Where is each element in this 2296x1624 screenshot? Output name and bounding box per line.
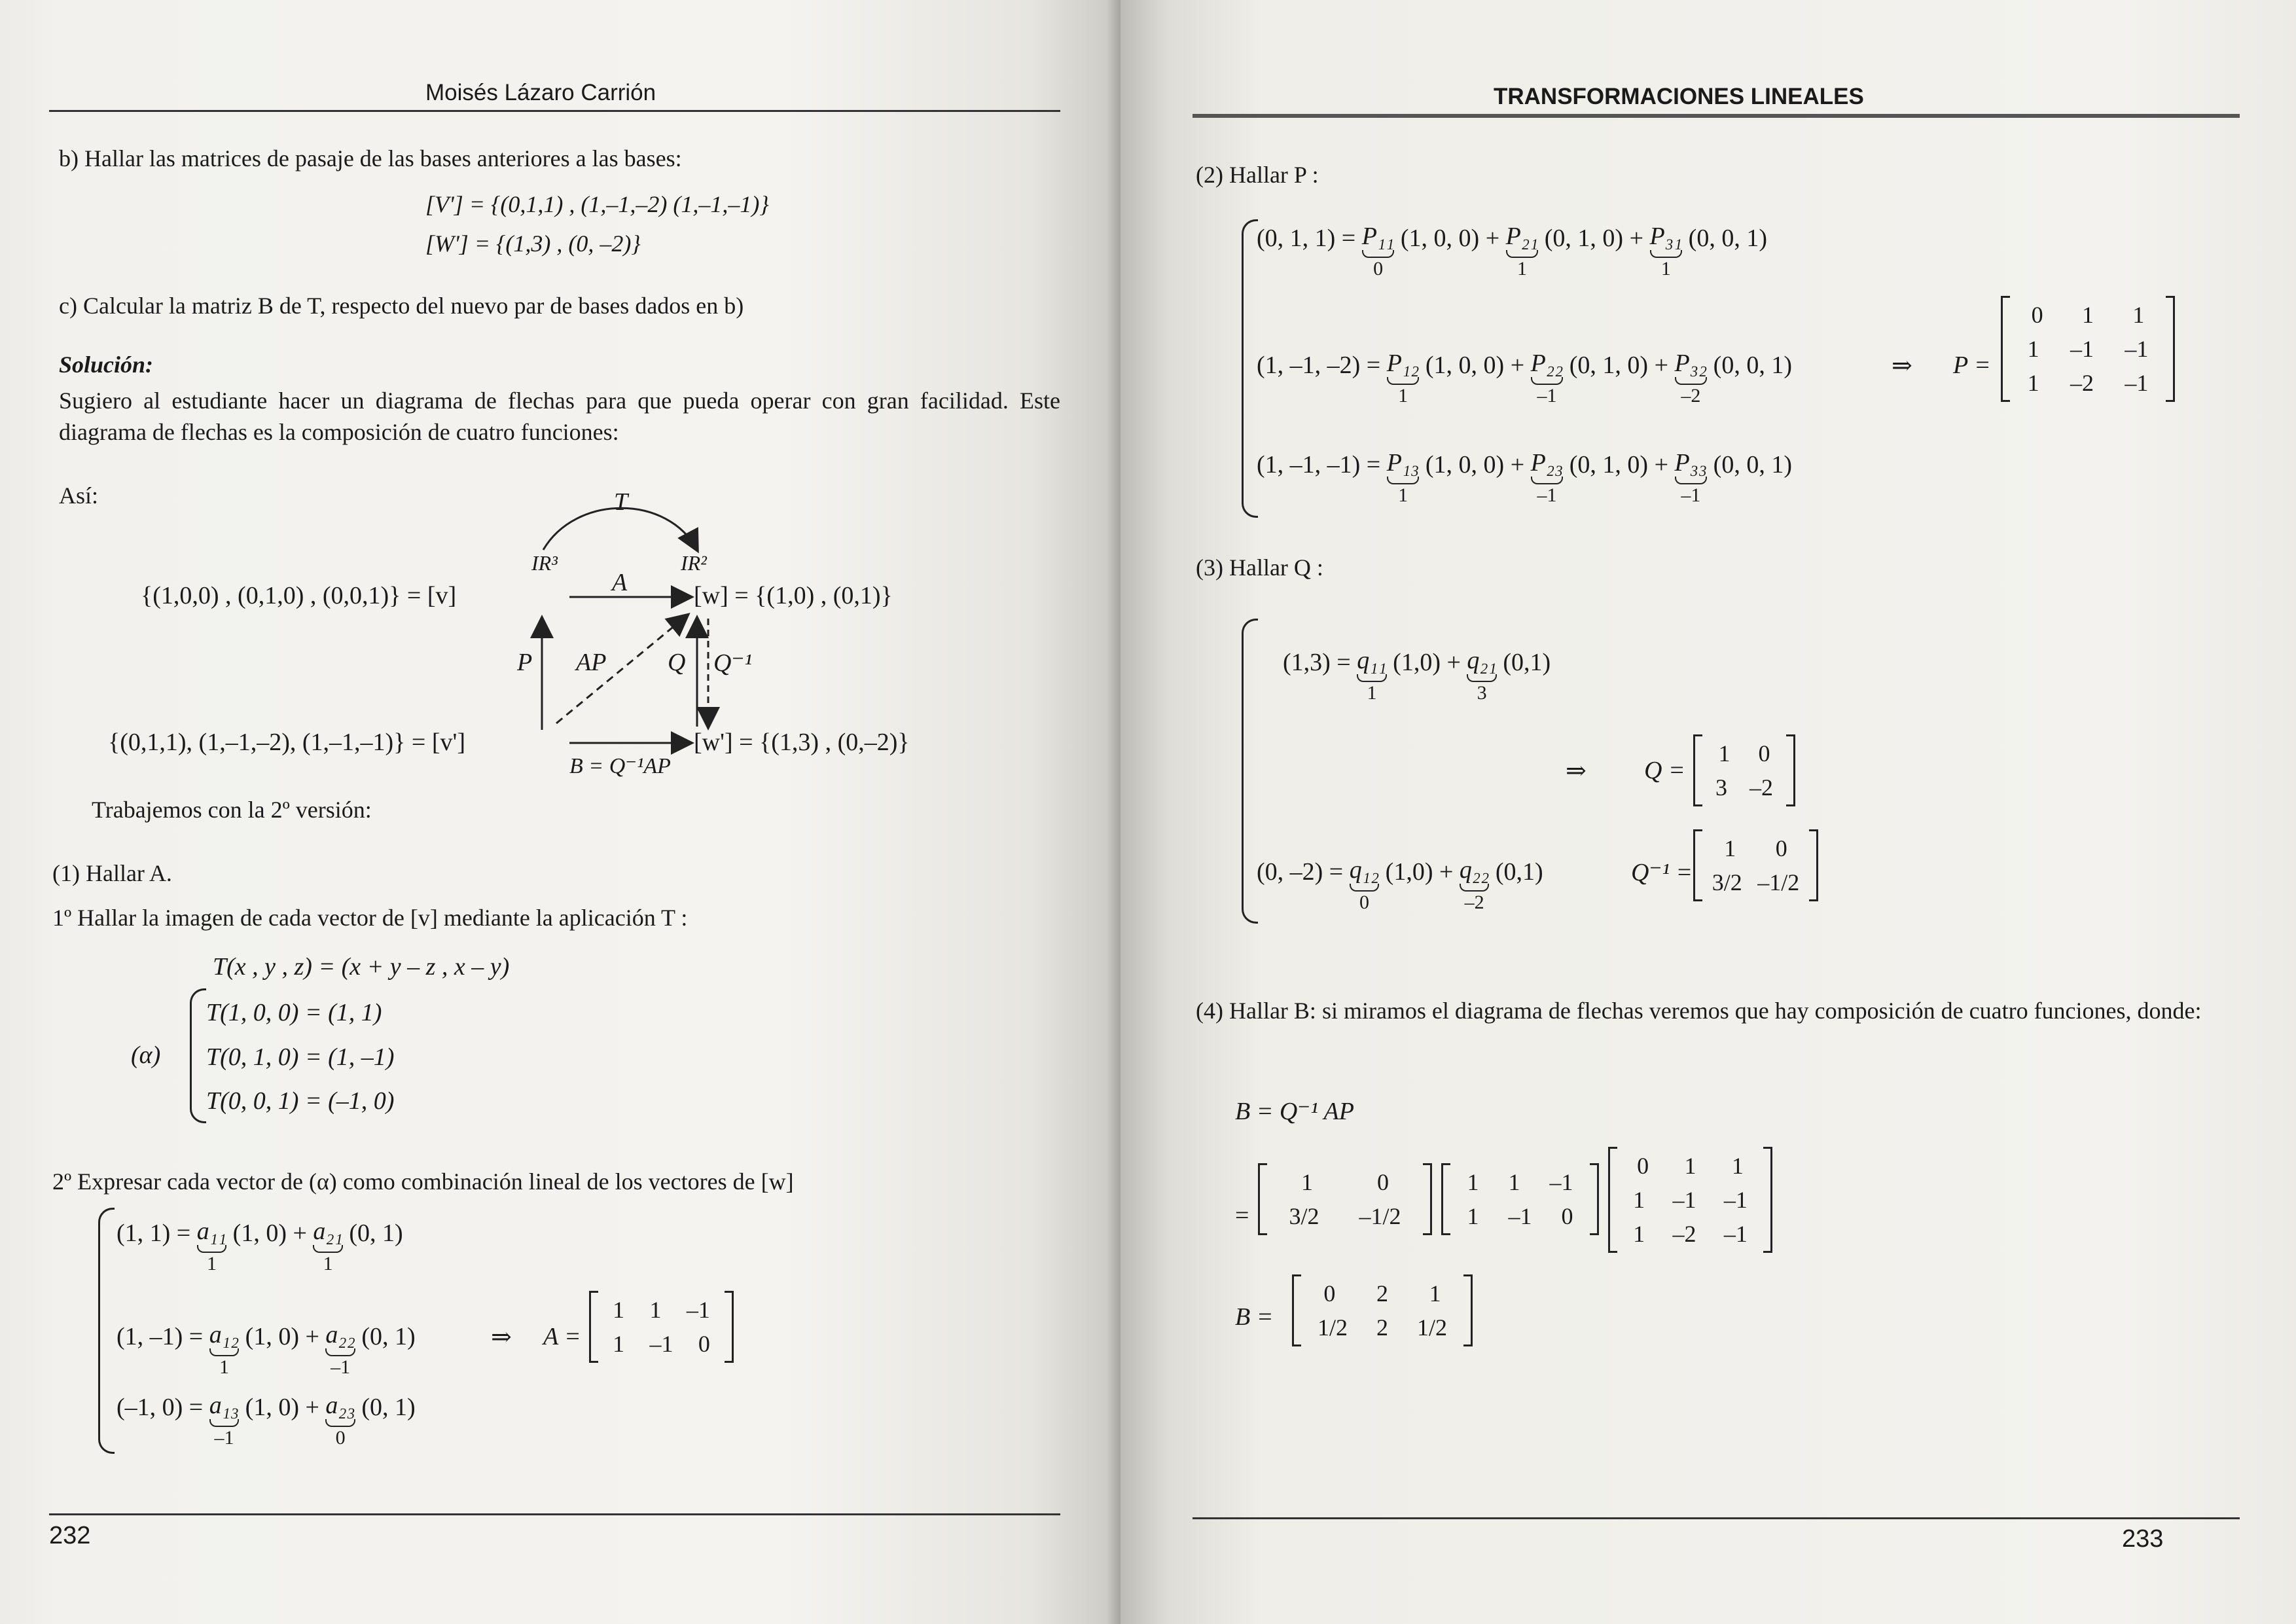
diagram-Q: Q [668,649,686,676]
page-number-right: 233 [2122,1525,2164,1553]
right-page [1121,0,2296,1624]
Qinv-row-m2: 3/2 –1/2 [1712,869,1800,895]
P-row-m3: 1 –2 –1 [2027,370,2149,396]
coef-p33: P₃₃ –1 [1674,449,1708,506]
P-label: P = [1953,352,1991,379]
coef-p13: P₁₃ 1 [1386,449,1420,506]
diagram-bottom-right: [w'] = {(1,3) , (0,–2)} [694,729,910,756]
Q-row-1: (1,3) = q₁₁ 1 (1,0) + q₂₁ 3 (0,1) [1283,647,1551,704]
diagram-top-right: [w] = {(1,0) , (0,1)} [694,582,893,609]
arrow-AP [556,615,687,723]
P-matrix [2001,298,2175,400]
step1-2: 2º Expresar cada vector de (α) como combinación lineal de los vectores de [w] [52,1168,794,1195]
Qinv-row-m1: 1 0 [1724,835,1787,861]
P-row-1: (0, 1, 1) = P₁₁ 0 (1, 0, 0) + P₂₁ 1 (0, 1, 0) + P₃₁ 1 (0, 0, 1) [1257,223,1767,280]
P-row-m1: 0 1 1 [2031,302,2145,328]
coef-p11: P₁₁ 0 [1361,223,1395,280]
header-rule [1193,114,2240,118]
A-row-1: 1 1 –1 [613,1297,710,1323]
comb-brace [98,1208,115,1454]
coef-a12: a₁₂ 1 [209,1321,240,1378]
comb-lhs: (1, 1) = [117,1219,191,1247]
footer-rule [1193,1517,2240,1519]
diagram-AP: AP [576,649,607,676]
coef-p21: P₂₁ 1 [1505,223,1539,280]
Q-brace [1242,619,1258,924]
product-matrix-P [1608,1149,1772,1251]
solution-text: Sugiero al estudiante hacer un diagrama de flechas para que pueda operar con gran facilidad. Este diagrama de flechas es la composición de cuatro funciones: [59,388,1060,445]
coef-p12: P₁₂ 1 [1386,350,1420,406]
A-row-2: 1 –1 0 [613,1331,710,1357]
comb-lhs: (1, –1) = [117,1323,204,1350]
coef-q12: q₁₂ 0 [1349,856,1380,913]
coef-a23: a₂₃ 0 [325,1392,355,1449]
diagram-T: T [614,488,628,516]
M3-row-1: 0 1 1 [1637,1153,1744,1179]
running-header-left: Moisés Lázaro Carrión [425,80,656,105]
B-row-2: 1/2 2 1/2 [1317,1314,1447,1341]
comb-row-2: (1, –1) = a₁₂ 1 (1, 0) + a₂₂ –1 (0, 1) [117,1321,416,1378]
implies-Q: ⇒ [1566,757,1587,785]
Q-row-m1: 1 0 [1718,740,1770,767]
solution-label: Solución: [59,352,154,378]
M3-row-3: 1 –2 –1 [1633,1221,1748,1247]
Q-label: Q = [1644,757,1685,784]
item-b: b) Hallar las matrices de pasaje de las bases anteriores a las bases: [59,145,682,171]
M2-row-1: 1 1 –1 [1467,1169,1573,1195]
product-matrix-A [1441,1165,1599,1233]
diagram-P: P [517,649,533,676]
diagram-A: A [612,569,628,596]
coef-a21: a₂₁ 1 [313,1218,343,1274]
alpha-eq-3: T(0, 0, 1) = (–1, 0) [206,1087,395,1115]
coef-p23: P₂₃ –1 [1530,449,1564,506]
item-c: c) Calcular la matriz B de T, respecto del nuevo par de bases dados en b) [59,293,744,319]
product-matrix-Qinv [1258,1165,1432,1233]
left-page [0,0,1121,1624]
coef-p22: P₂₂ –1 [1530,350,1564,406]
asi-label: Así: [59,482,99,509]
P-row-2: (1, –1, –2) = P₁₂ 1 (1, 0, 0) + P₂₂ –1 (0, 1, 0) + P₃₂ –2 (0, 0, 1) [1257,350,1792,406]
Qinv-label: Q⁻¹ = [1631,859,1693,886]
M1-row-2: 3/2 –1/2 [1289,1203,1401,1229]
coef-a22: a₂₂ –1 [325,1321,355,1378]
diagram-B: B = Q⁻¹AP [569,754,671,778]
coef-q21: q₂₁ 3 [1467,647,1497,704]
trabajemos: Trabajemos con la 2º versión: [92,797,372,823]
alpha-brace [190,988,206,1123]
step1-1: 1º Hallar la imagen de cada vector de [v] mediante la aplicación T : [52,905,688,931]
comb-row-3: (–1, 0) = a₁₃ –1 (1, 0) + a₂₃ 0 (0, 1) [117,1392,416,1449]
eq-sign: = [1235,1202,1249,1229]
P-row-3: (1, –1, –1) = P₁₃ 1 (1, 0, 0) + P₂₃ –1 (0, 1, 0) + P₃₃ –1 (0, 0, 1) [1257,449,1792,506]
Qinv-matrix [1693,831,1818,899]
P-row-m2: 1 –1 –1 [2027,336,2149,362]
B-row-1: 0 2 1 [1323,1280,1441,1307]
M3-row-2: 1 –1 –1 [1633,1187,1748,1213]
comb-row-1: (1, 1) = a₁₁ 1 (1, 0) + a₂₁ 1 (0, 1) [117,1218,403,1274]
step2-title: (2) Hallar P : [1196,162,1319,188]
T-definition: T(x , y , z) = (x + y – z , x – y) [213,953,510,981]
M2-row-2: 1 –1 0 [1467,1203,1573,1229]
P-brace [1242,219,1258,518]
step3-title: (3) Hallar Q : [1196,554,1323,581]
basis-w-prime: [W'] = {(1,3) , (0, –2)} [425,230,641,257]
arrow-T [543,508,697,550]
step4-title: (4) Hallar B: si miramos el diagrama de flechas veremos que hay composición de cuatro funciones, donde: [1196,998,2202,1024]
coef-p31: P₃₁ 1 [1649,223,1683,280]
Q-matrix [1693,736,1795,804]
running-header-right: TRANSFORMACIONES LINEALES [1494,84,1864,109]
alpha-eq-2: T(0, 1, 0) = (1, –1) [206,1043,395,1071]
Q-row-2: (0, –2) = q₁₂ 0 (1,0) + q₂₂ –2 (0,1) [1257,856,1543,913]
step1-title: (1) Hallar A. [52,860,172,886]
coef-p32: P₃₂ –2 [1674,350,1708,406]
Q-row-m2: 3 –2 [1715,774,1773,801]
B-label: B = [1235,1303,1274,1331]
coef-q11: q₁₁ 1 [1357,647,1387,704]
M1-row-1: 1 0 [1301,1169,1389,1195]
coef-a11: a₁₁ 1 [196,1218,227,1274]
implies-P: ⇒ [1892,352,1912,380]
coef-q22: q₂₂ –2 [1459,856,1490,913]
A-label: A = [543,1323,581,1350]
basis-v-prime: [V'] = {(0,1,1) , (1,–1,–2) (1,–1,–1)} [425,191,769,217]
A-matrix [589,1293,734,1361]
comb-lhs: (–1, 0) = [117,1394,204,1421]
diagram-R2: IR² [681,551,707,575]
diagram-Qinv: Q⁻¹ [713,649,752,677]
implies-A: ⇒ [491,1324,512,1351]
alpha-eq-1: T(1, 0, 0) = (1, 1) [206,999,382,1026]
footer-rule [49,1513,1060,1515]
B-formula: B = Q⁻¹ AP [1235,1098,1354,1125]
diagram-top-left: {(1,0,0) , (0,1,0) , (0,0,1)} = [v] [141,582,457,609]
coef-a13: a₁₃ –1 [209,1392,240,1449]
diagram-bottom-left: {(0,1,1), (1,–1,–2), (1,–1,–1)} = [v'] [108,729,465,756]
alpha-label: (α) [131,1041,161,1069]
diagram-R3: IR³ [531,551,558,575]
B-matrix [1292,1276,1473,1344]
page-number-left: 232 [49,1522,91,1549]
